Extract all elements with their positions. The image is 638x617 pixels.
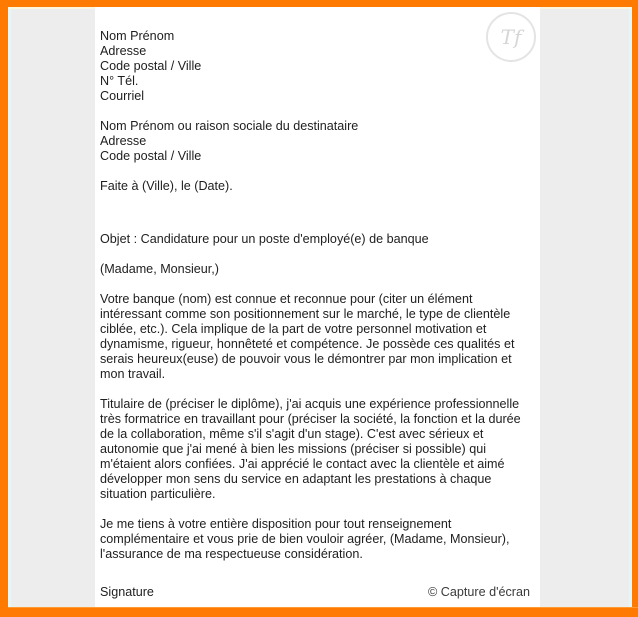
sender-phone: N° Tél. [100, 74, 139, 88]
paragraph-line: Je me tiens à votre entière disposition pour tout renseignement [100, 517, 452, 531]
paragraph-line: Titulaire de (préciser le diplôme), j'ai acquis une expérience professionnelle [100, 397, 520, 411]
paragraph-line: complémentaire et vous prie de bien vouloir agréer, (Madame, Monsieur), [100, 532, 510, 546]
paragraph-line: très formatrice en travaillant pour (préciser la société, la fonction et la durée [100, 412, 521, 426]
paragraph-experience [100, 397, 540, 502]
paragraph-line: mon travail. [100, 367, 166, 381]
paragraph-line: de la collaboration, même s'il s'agit d'un stage). C'est avec sérieux et [100, 427, 484, 441]
recipient-postal-city: Code postal / Ville [100, 149, 202, 163]
sender-email: Courriel [100, 89, 145, 103]
paragraph-line: serais heureux(euse) de pouvoir vous le démontrer par mon implication et [100, 352, 512, 366]
terrafemina-watermark-icon: Tf [486, 12, 536, 62]
paragraph-line: ciblée, etc.). Cela implique de la part de votre personnel motivation et [100, 322, 487, 336]
paragraph-line: dynamisme, rigueur, honnêteté et compétence. Je possède ces qualités et [100, 337, 515, 351]
place-date: Faite à (Ville), le (Date). [100, 179, 233, 193]
subject-line: Objet : Candidature pour un poste d'employé(e) de banque [100, 232, 429, 246]
paragraph-line: l'assurance de ma respectueuse considération. [100, 547, 363, 561]
paragraph-line: autonomie que j'ai mené à bien les missions (préciser si possible) qui [100, 442, 487, 456]
recipient-name: Nom Prénom ou raison sociale du destinataire [100, 119, 359, 133]
paragraph-closing [100, 517, 540, 562]
salutation: (Madame, Monsieur,) [100, 262, 219, 276]
recipient-address: Adresse [100, 134, 147, 148]
sender-postal-city: Code postal / Ville [100, 59, 202, 73]
paragraph-line: Votre banque (nom) est connue et reconnue pour (citer un élément [100, 292, 473, 306]
paragraph-motivation [100, 292, 540, 382]
paragraph-line: développer mon sens du service en adaptant les prestations à chaque [100, 472, 492, 486]
signature: Signature [100, 585, 154, 599]
paragraph-line: m'étaient alors confiées. J'ai apprécié le contact avec la clientèle et aimé [100, 457, 505, 471]
sender-block [100, 29, 540, 104]
letter-body [100, 29, 540, 562]
sender-name: Nom Prénom [100, 29, 175, 43]
image-credit: © Capture d'écran [428, 585, 530, 599]
bottom-border [8, 607, 638, 617]
recipient-block [100, 119, 540, 164]
paragraph-line: situation particulière. [100, 487, 216, 501]
sender-address: Adresse [100, 44, 147, 58]
paragraph-line: intéressant comme son positionnement sur le marché, le type de clientèle [100, 307, 511, 321]
